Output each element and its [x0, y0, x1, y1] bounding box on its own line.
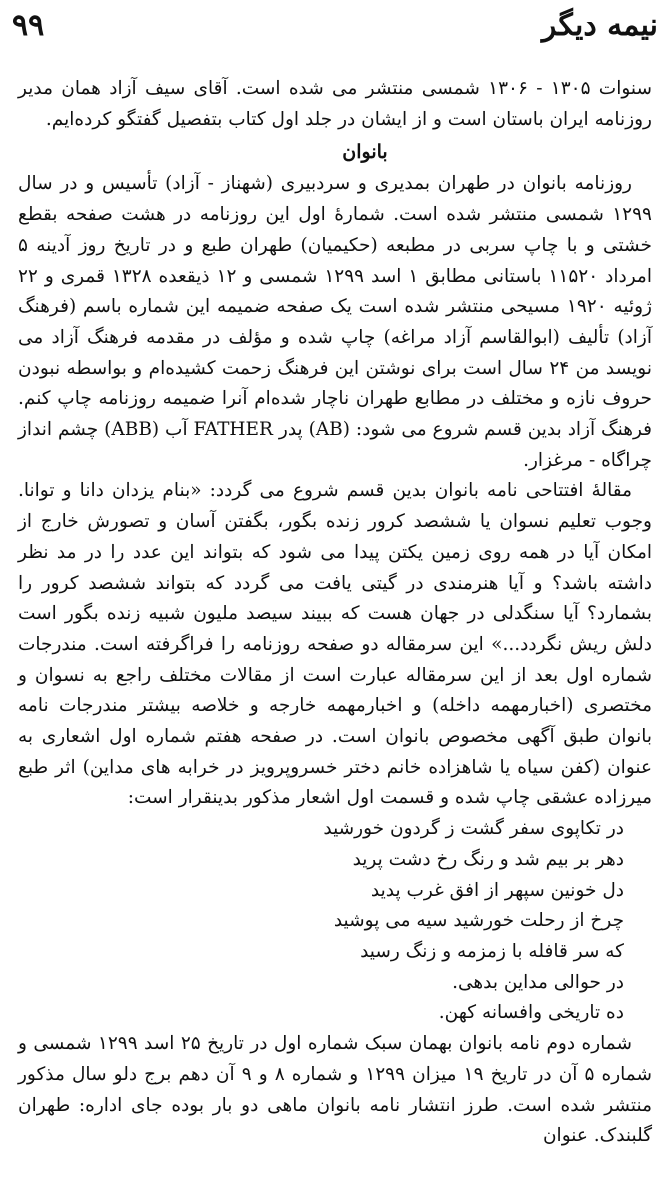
- verse-line: دهر بر بیم شد و رنگ رخ دشت پرید: [352, 848, 624, 870]
- verse-line: دل خونین سپهر از افق غرب پدید: [370, 879, 624, 901]
- verse-line: در تکاپوی سفر گشت ز گردون خورشید: [323, 818, 624, 840]
- verse-line: چرخ از رحلت خورشید سیه می پوشید: [333, 910, 624, 932]
- poem: [18, 814, 652, 1029]
- section-heading: بانوان: [342, 141, 388, 164]
- page-body: [18, 74, 652, 1152]
- verse-line: که سر قافله با زمزمه و زنگ رسید: [360, 940, 624, 962]
- paragraph-3: شماره دوم نامه بانوان بهمان سبک شماره اول در تاریخ ۲۵ اسد ۱۲۹۹ شمسی و شماره ۵ آن در تاریخ ۱۹ میزان ۱۲۹۹ و شماره ۸ و ۹ آن دهم برج دلو سال مذکور منتشر شده است. طرز انتشار نامه بانوان ماهی دو بار بوده جای اداره: طهران گلبندک. عنوان: [18, 1033, 653, 1147]
- page-header: [12, 8, 658, 48]
- paragraph-2: مقالهٔ افتتاحی نامه بانوان بدین قسم شروع می گردد: «بنام یزدان دانا و توانا. وجوب تعلیم نسوان یا ششصد کرور زنده بگور، بگفتن آسان و تصورش خارج از امکان آیا در همه روی زمین یکتن پیدا می شود که بتواند این عدد را در مد نظر داشته باشد؟ و آیا هنرمندی در گیتی یافت می گردد که بتواند ششصد کرور را بشمارد؟ آیا سنگدلی در جهان هست که ببیند سیصد ملیون شبیه زنده بگور است دلش ریش نگردد...» این سرمقاله دو صفحه روزنامه را فراگرفته است. مندرجات شماره اول بعد از این سرمقاله عبارت است از مقالات مختلف راجع به نسوان و مختصری (اخبارمهمه داخله) و اخبارمهمه خارجه و خلاصه بیشتر مندرجات نامه بانوان طبق آگهی مخصوص بانوان است. در صفحه هفتم شماره اول اشعاری به عنوان (کفن سیاه یا شاهزاده خانم دختر خسروپرویز در خرابه های مداین) اثر طبع میرزاده عشقی چاپ شده و قسمت اول اشعار مذکور بدینقرار است:: [18, 480, 652, 809]
- paragraph-1: روزنامه بانوان در طهران بمدیری و سردبیری (شهناز - آزاد) تأسیس و در سال ۱۲۹۹ شمسی منتشر شده است. شمارهٔ اول این روزنامه در هشت صفحه بقطع خشتی و با چاپ سربی در مطبعه (حکیمیان) طهران طبع و در تاریخ روز آدینه ۵ امرداد ۱۱۵۲۰ باستانی مطابق ۱ اسد ۱۲۹۹ شمسی و ۱۲ ذیقعده ۱۳۲۸ قمری و ۲۲ ژوئیه ۱۹۲۰ مسیحی منتشر شده است یک صفحه ضمیمه این شماره باسم (فرهنگ آزاد) تألیف (ابوالقاسم آزاد مراغه) چاپ شده و مؤلف در مقدمه فرهنگ آزاد می نویسد من ۲۴ سال است برای نوشتن این فرهنگ زحمت کشیده‌ام و بواسطه نبودن حروف نازه و مختلف در مطابع طهران ناچار شده‌ام آنرا ضمیمه روزنامه چاپ کنم. فرهنگ آزاد بدین قسم شروع می شود: (AB) پدر FATHER آب (ABB) چشم انداز چراگاه - مرغزار.: [18, 173, 653, 471]
- verse-line: در حوالی مداین بدهی.: [452, 971, 624, 993]
- page-number: ۹۹: [12, 8, 45, 43]
- verse-line: ده تاریخی وافسانه کهن.: [438, 1002, 624, 1024]
- running-title: نیمه دیگر: [541, 8, 658, 43]
- intro-paragraph: سنوات ۱۳۰۵ - ۱۳۰۶ شمسی منتشر می شده است. آقای سیف آزاد همان مدیر روزنامه ایران باستان است و از ایشان در جلد اول کتاب بتفصیل گفتگو کرده‌ایم.: [18, 78, 653, 130]
